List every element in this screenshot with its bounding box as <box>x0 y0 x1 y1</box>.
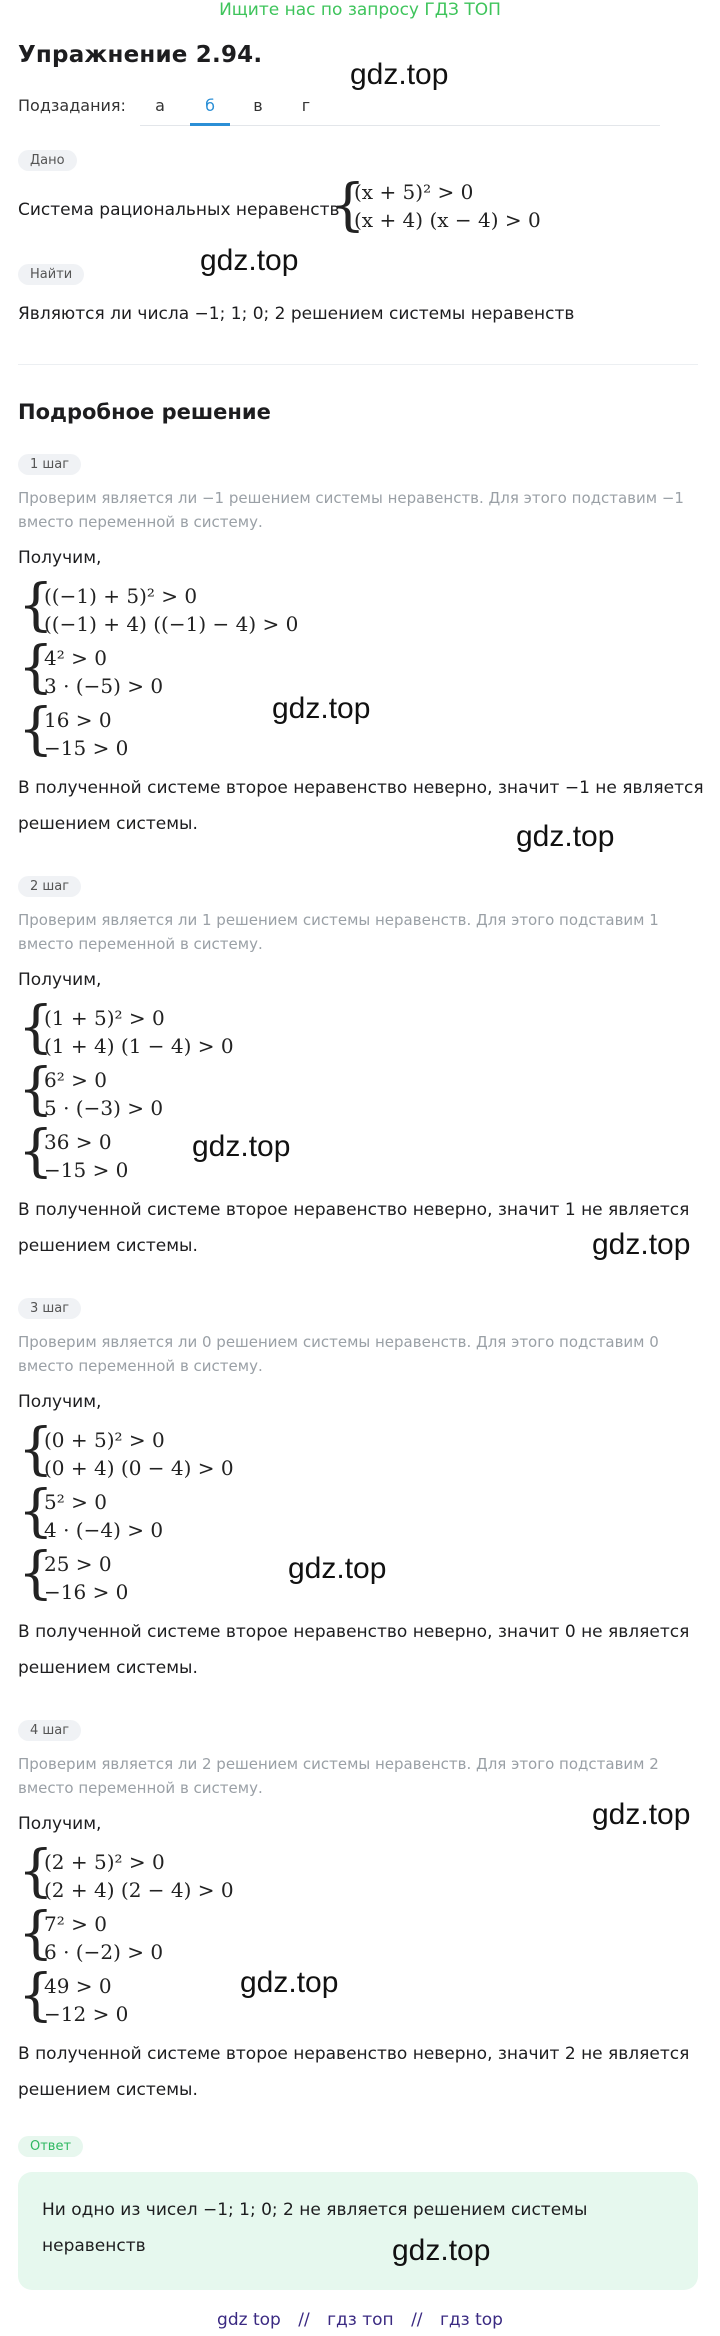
brace-icon: { <box>18 1119 54 1184</box>
watermark: gdz.top <box>392 2234 491 2267</box>
footer-link[interactable]: гдз топ <box>327 2310 394 2330</box>
system-line: 4 · (−4) > 0 <box>44 1518 164 1542</box>
find-text: Являются ли числа −1; 1; 0; 2 решением системы неравенств <box>18 304 575 324</box>
brace-icon: { <box>18 1417 54 1482</box>
system-line: −15 > 0 <box>44 1158 129 1182</box>
tab-b[interactable]: б <box>205 96 215 115</box>
step-badge: 4 шаг <box>18 1720 81 1741</box>
brace-icon: { <box>18 1541 54 1606</box>
system-line: −12 > 0 <box>44 2002 129 2026</box>
system-line: −16 > 0 <box>44 1580 129 1604</box>
system-line: 7² > 0 <box>44 1912 107 1936</box>
step-badge: 2 шаг <box>18 876 81 897</box>
footer-link[interactable]: гдз top <box>439 2310 503 2330</box>
system-line: ((−1) + 4) ((−1) − 4) > 0 <box>44 612 299 636</box>
subtask-tabs <box>140 88 660 126</box>
brace-icon: { <box>18 1901 54 1966</box>
brace-icon: { <box>18 1839 54 1904</box>
brace-icon: { <box>18 995 54 1060</box>
step-got: Получим, <box>18 548 102 568</box>
step-conclusion: В полученной системе второе неравенство неверно, значит −1 не является <box>18 778 704 798</box>
brace-icon: { <box>18 573 54 638</box>
subtasks-label: Подзадания: <box>18 96 126 115</box>
watermark: gdz.top <box>592 1798 691 1831</box>
footer-link[interactable]: gdz top <box>217 2310 281 2330</box>
system-line: 6 · (−2) > 0 <box>44 1940 164 1964</box>
system-line: 5 · (−3) > 0 <box>44 1096 164 1120</box>
answer-text: неравенств <box>42 2236 146 2256</box>
find-badge: Найти <box>18 264 84 285</box>
given-badge: Дано <box>18 150 77 171</box>
watermark: gdz.top <box>272 692 371 725</box>
brace-icon: { <box>18 697 54 762</box>
tab-a[interactable]: а <box>155 96 165 115</box>
watermark: gdz.top <box>240 1966 339 1999</box>
given-text: Система рациональных неравенств <box>18 200 340 220</box>
system-line: (0 + 4) (0 − 4) > 0 <box>44 1456 234 1480</box>
system-line: 5² > 0 <box>44 1490 107 1514</box>
step-intro: Проверим является ли 1 решением системы неравенств. Для этого подставим 1 вместо переменной в систему. <box>18 911 659 953</box>
system-line: (0 + 5)² > 0 <box>44 1428 165 1452</box>
step-conclusion: решением системы. <box>18 2080 198 2100</box>
brace-icon: { <box>330 173 366 238</box>
answer-text: Ни одно из чисел −1; 1; 0; 2 не является решением системы <box>42 2200 588 2220</box>
system-line: −15 > 0 <box>44 736 129 760</box>
watermark: gdz.top <box>200 244 299 277</box>
brace-icon: { <box>18 1963 54 2028</box>
given-ineq-2: (x + 4) (x − 4) > 0 <box>354 208 541 232</box>
active-tab-indicator <box>190 123 230 126</box>
system-line: 36 > 0 <box>44 1130 112 1154</box>
footer-separator: // <box>298 2310 310 2330</box>
watermark: gdz.top <box>592 1228 691 1261</box>
page-title: Упражнение 2.94. <box>18 42 263 68</box>
solution-title: Подробное решение <box>18 400 271 424</box>
divider <box>18 364 698 365</box>
system-line: (2 + 5)² > 0 <box>44 1850 165 1874</box>
system-line: 6² > 0 <box>44 1068 107 1092</box>
step-got: Получим, <box>18 1814 102 1834</box>
step-conclusion: решением системы. <box>18 814 198 834</box>
system-line: (2 + 4) (2 − 4) > 0 <box>44 1878 234 1902</box>
step-conclusion: В полученной системе второе неравенство неверно, значит 0 не является <box>18 1622 690 1642</box>
system-line: 25 > 0 <box>44 1552 112 1576</box>
search-banner[interactable]: Ищите нас по запросу ГДЗ ТОП <box>219 0 501 20</box>
step-got: Получим, <box>18 1392 102 1412</box>
system-line: 3 · (−5) > 0 <box>44 674 164 698</box>
system-line: 49 > 0 <box>44 1974 112 1998</box>
step-conclusion: В полученной системе второе неравенство неверно, значит 1 не является <box>18 1200 690 1220</box>
answer-badge: Ответ <box>18 2136 83 2157</box>
answer-box <box>18 2172 698 2290</box>
step-conclusion: В полученной системе второе неравенство неверно, значит 2 не является <box>18 2044 690 2064</box>
brace-icon: { <box>18 635 54 700</box>
brace-icon: { <box>18 1057 54 1122</box>
system-line: (1 + 5)² > 0 <box>44 1006 165 1030</box>
watermark: gdz.top <box>192 1130 291 1163</box>
step-intro: Проверим является ли 0 решением системы неравенств. Для этого подставим 0 вместо переменной в систему. <box>18 1333 659 1375</box>
system-line: (1 + 4) (1 − 4) > 0 <box>44 1034 234 1058</box>
brace-icon: { <box>18 1479 54 1544</box>
footer-separator: // <box>411 2310 423 2330</box>
system-line: 16 > 0 <box>44 708 112 732</box>
footer-links <box>0 2310 720 2330</box>
watermark: gdz.top <box>516 820 615 853</box>
given-ineq-1: (x + 5)² > 0 <box>354 180 474 204</box>
step-badge: 3 шаг <box>18 1298 81 1319</box>
step-conclusion: решением системы. <box>18 1658 198 1678</box>
step-conclusion: решением системы. <box>18 1236 198 1256</box>
step-badge: 1 шаг <box>18 454 81 475</box>
step-got: Получим, <box>18 970 102 990</box>
system-line: 4² > 0 <box>44 646 107 670</box>
watermark: gdz.top <box>288 1552 387 1585</box>
step-intro: Проверим является ли 2 решением системы неравенств. Для этого подставим 2 вместо переменной в систему. <box>18 1755 659 1797</box>
watermark: gdz.top <box>350 58 449 91</box>
step-intro: Проверим является ли −1 решением системы неравенств. Для этого подставим −1 вместо переменной в систему. <box>18 489 684 531</box>
system-line: ((−1) + 5)² > 0 <box>44 584 198 608</box>
tab-g[interactable]: г <box>301 96 311 115</box>
tab-v[interactable]: в <box>253 96 263 115</box>
